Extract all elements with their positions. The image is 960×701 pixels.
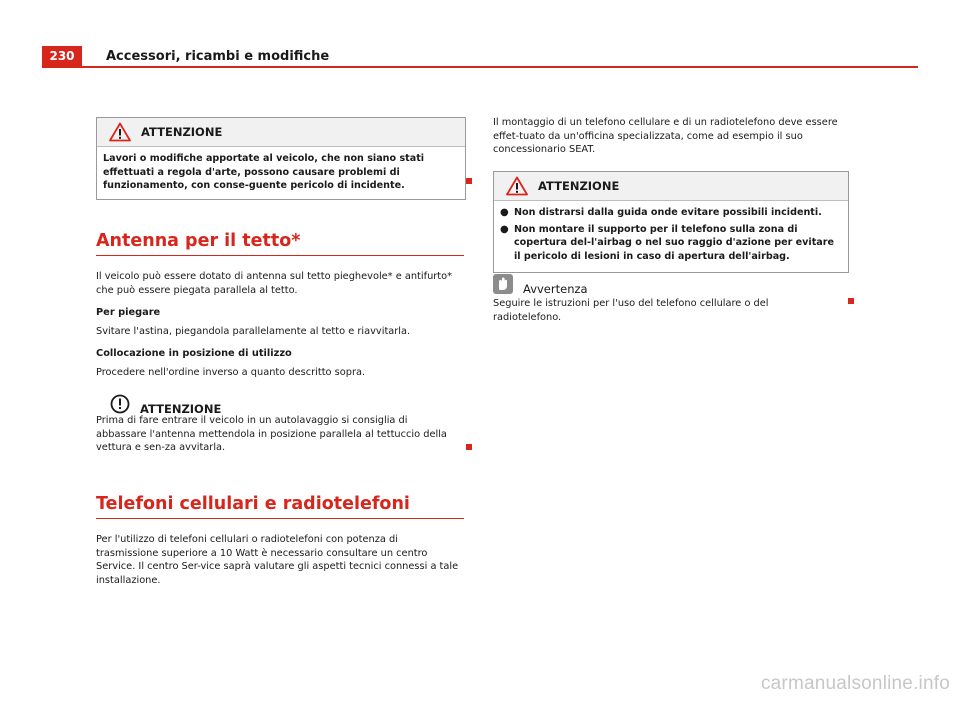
note-icon	[493, 274, 513, 294]
note-text: Seguire le istruzioni per l'uso del telefono cellulare o del radiotelefono.	[493, 298, 769, 323]
note-header	[493, 272, 588, 296]
chapter-title: Accessori, ricambi e modifiche	[106, 49, 330, 64]
section-rule	[96, 255, 464, 256]
section-title-phones: Telefoni cellulari e radiotelefoni	[96, 494, 410, 514]
page-number: 230	[42, 46, 82, 67]
antenna-intro: Il veicolo può essere dotato di antenna sul tetto pieghevole* e antifurto* che può essere piegata parallela al tetto.	[96, 271, 453, 296]
header-rule	[42, 66, 918, 68]
warning-box-modifications	[96, 117, 466, 200]
position-text: Procedere nell'ordine inverso a quanto descritto sopra.	[96, 367, 366, 378]
caution-text: Prima di fare entrare il veicolo in un autolavaggio si consiglia di abbassare l'antenna mettendola in posizione parallela al tettuccio della vettura e sen-za avvitarla.	[96, 415, 447, 453]
section-title-antenna: Antenna per il tetto*	[96, 231, 301, 251]
phones-text: Per l'utilizzo di telefoni cellulari o radiotelefoni con potenza di trasmissione superiore a 10 Watt è necessario consultare un centro Service. Il centro Ser-vice saprà valutare gli aspetti tecnici connessi a tale installazione.	[96, 534, 459, 586]
warning-header	[97, 118, 465, 147]
end-mark	[848, 298, 854, 304]
fold-text: Svitare l'astina, piegandola parallelamente al tetto e riavvitarla.	[96, 326, 411, 337]
warning-triangle-icon	[506, 176, 528, 196]
section-rule	[96, 518, 464, 519]
warning-header	[494, 172, 848, 201]
bullet-text: Non montare il supporto per il telefono sulla zona di copertura del-l'airbag o nel suo raggio d'azione per evitare il pericolo di lesioni in caso di apertura dell'airbag.	[514, 223, 834, 262]
exclamation-circle-icon	[110, 394, 130, 414]
bullet-icon: ●	[500, 223, 509, 235]
warning-bullets	[494, 201, 848, 272]
warning-triangle-icon	[109, 122, 131, 142]
end-mark	[466, 444, 472, 450]
note-label: Avvertenza	[523, 282, 588, 296]
list-item	[500, 206, 842, 220]
warning-text: Lavori o modifiche apportate al veicolo, che non siano stati effettuati a regola d'arte, possono causare problemi di funzionamento, con conse-guente pericolo di incidente.	[103, 153, 425, 191]
end-mark	[466, 178, 472, 184]
warning-label: ATTENZIONE	[141, 125, 223, 139]
subhead-fold: Per piegare	[96, 307, 161, 318]
bullet-text: Non distrarsi dalla guida onde evitare possibili incidenti.	[514, 207, 822, 218]
list-item	[500, 223, 842, 264]
bullet-icon: ●	[500, 207, 509, 218]
caution-header	[110, 392, 221, 416]
caution-label: ATTENZIONE	[140, 402, 222, 416]
subhead-position: Collocazione in posizione di utilizzo	[96, 348, 292, 359]
warning-label: ATTENZIONE	[538, 179, 620, 193]
phones-intro: Il montaggio di un telefono cellulare e di un radiotelefono deve essere effet-tuato da un'officina specializzata, come ad esempio il suo concessionario SEAT.	[493, 117, 838, 155]
watermark: carmanualsonline.info	[760, 673, 950, 694]
warning-box-phones	[493, 171, 849, 273]
